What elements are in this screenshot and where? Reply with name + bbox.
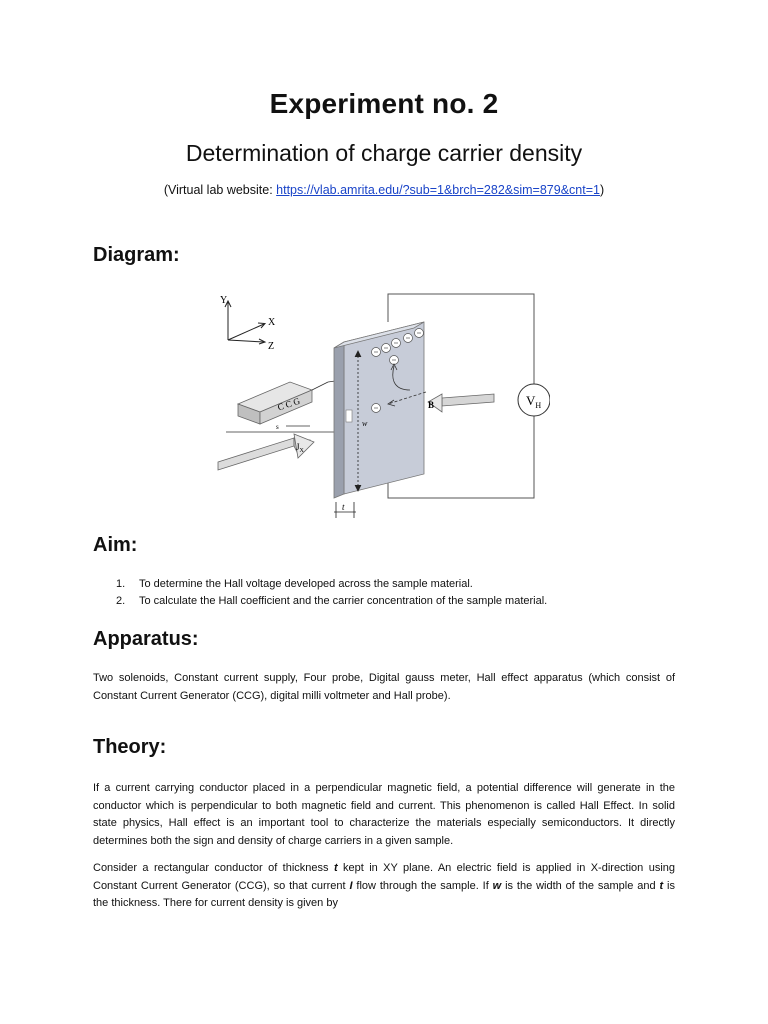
current-density-j: J bbox=[296, 442, 300, 452]
x-axis-label: X bbox=[268, 317, 276, 328]
probe-mark-label: s bbox=[276, 423, 279, 431]
apparatus-heading: Apparatus: bbox=[93, 628, 199, 650]
current-symbol: I bbox=[349, 879, 353, 892]
z-axis-label: Z bbox=[268, 341, 275, 352]
thickness-dimension bbox=[334, 502, 356, 518]
width-label: w bbox=[362, 419, 368, 428]
weblink-prefix: (Virtual lab website: bbox=[163, 183, 277, 197]
voltmeter-sub: H bbox=[535, 401, 542, 410]
thickness-symbol: t bbox=[333, 862, 338, 874]
voltmeter-v: V bbox=[526, 393, 536, 408]
list-text: To determine the Hall voltage developed across the sample material. bbox=[139, 578, 473, 590]
list-item bbox=[116, 593, 676, 610]
page-title: Experiment no. 2 bbox=[269, 88, 499, 119]
list-item bbox=[116, 576, 676, 593]
hall-effect-diagram bbox=[210, 286, 550, 518]
theory-paragraph-1: If a current carrying conductor placed in a perpendicular magnetic field, a potential difference will generate in the conductor which is perpendicular to both magnetic field and current. This phenomenon is called Hall Effect. In solid state physics, Hall effect is an important tool to characterize the materials especially semiconductors. It directly determines both the sign and density of charge carriers in a given sample. bbox=[93, 782, 675, 847]
list-number: 2. bbox=[116, 595, 126, 607]
page-subtitle: Determination of charge carrier density bbox=[185, 140, 583, 166]
b-field-label: B bbox=[428, 400, 435, 410]
virtual-lab-link[interactable]: https://vlab.amrita.edu/?sub=1&brch=282&sim=879&cnt=1 bbox=[276, 183, 600, 197]
list-number: 1. bbox=[116, 578, 126, 590]
theory-text: kept in XY plane. An electric field is applied in X-direction using Constant Current Generator (CCG), so that current bbox=[93, 862, 675, 892]
current-density-sub: X bbox=[299, 448, 304, 454]
ccg-block-icon bbox=[238, 382, 312, 424]
ccg-label: C C G bbox=[276, 395, 302, 413]
list-text: To calculate the Hall coefficient and the carrier concentration of the sample material. bbox=[139, 595, 548, 607]
weblink-suffix: ) bbox=[599, 183, 605, 197]
weblink-line bbox=[0, 183, 768, 197]
axes-icon bbox=[225, 301, 265, 344]
aim-list bbox=[116, 576, 676, 610]
theory-heading: Theory: bbox=[93, 736, 167, 758]
theory-text: flow through the sample. If bbox=[352, 879, 493, 892]
thickness-symbol: t bbox=[659, 879, 664, 892]
magnetic-field-arrow-icon bbox=[428, 394, 494, 412]
thickness-label: t bbox=[342, 502, 345, 512]
diagram-heading: Diagram: bbox=[93, 244, 180, 266]
width-symbol: w bbox=[492, 879, 502, 892]
theory-text: Consider a rectangular conductor of thickness bbox=[93, 862, 334, 874]
aim-heading: Aim: bbox=[93, 534, 138, 556]
theory-text: is the thickness. There for current density is given by bbox=[93, 879, 675, 909]
apparatus-paragraph: Two solenoids, Constant current supply, Four probe, Digital gauss meter, Hall effect apparatus (which consist of Constant Current Generator (CCG), digital milli voltmeter and Hall probe). bbox=[93, 672, 675, 702]
theory-paragraph-2 bbox=[93, 860, 675, 913]
y-axis-label: Y bbox=[220, 295, 228, 306]
theory-text: is the width of the sample and bbox=[501, 879, 660, 892]
